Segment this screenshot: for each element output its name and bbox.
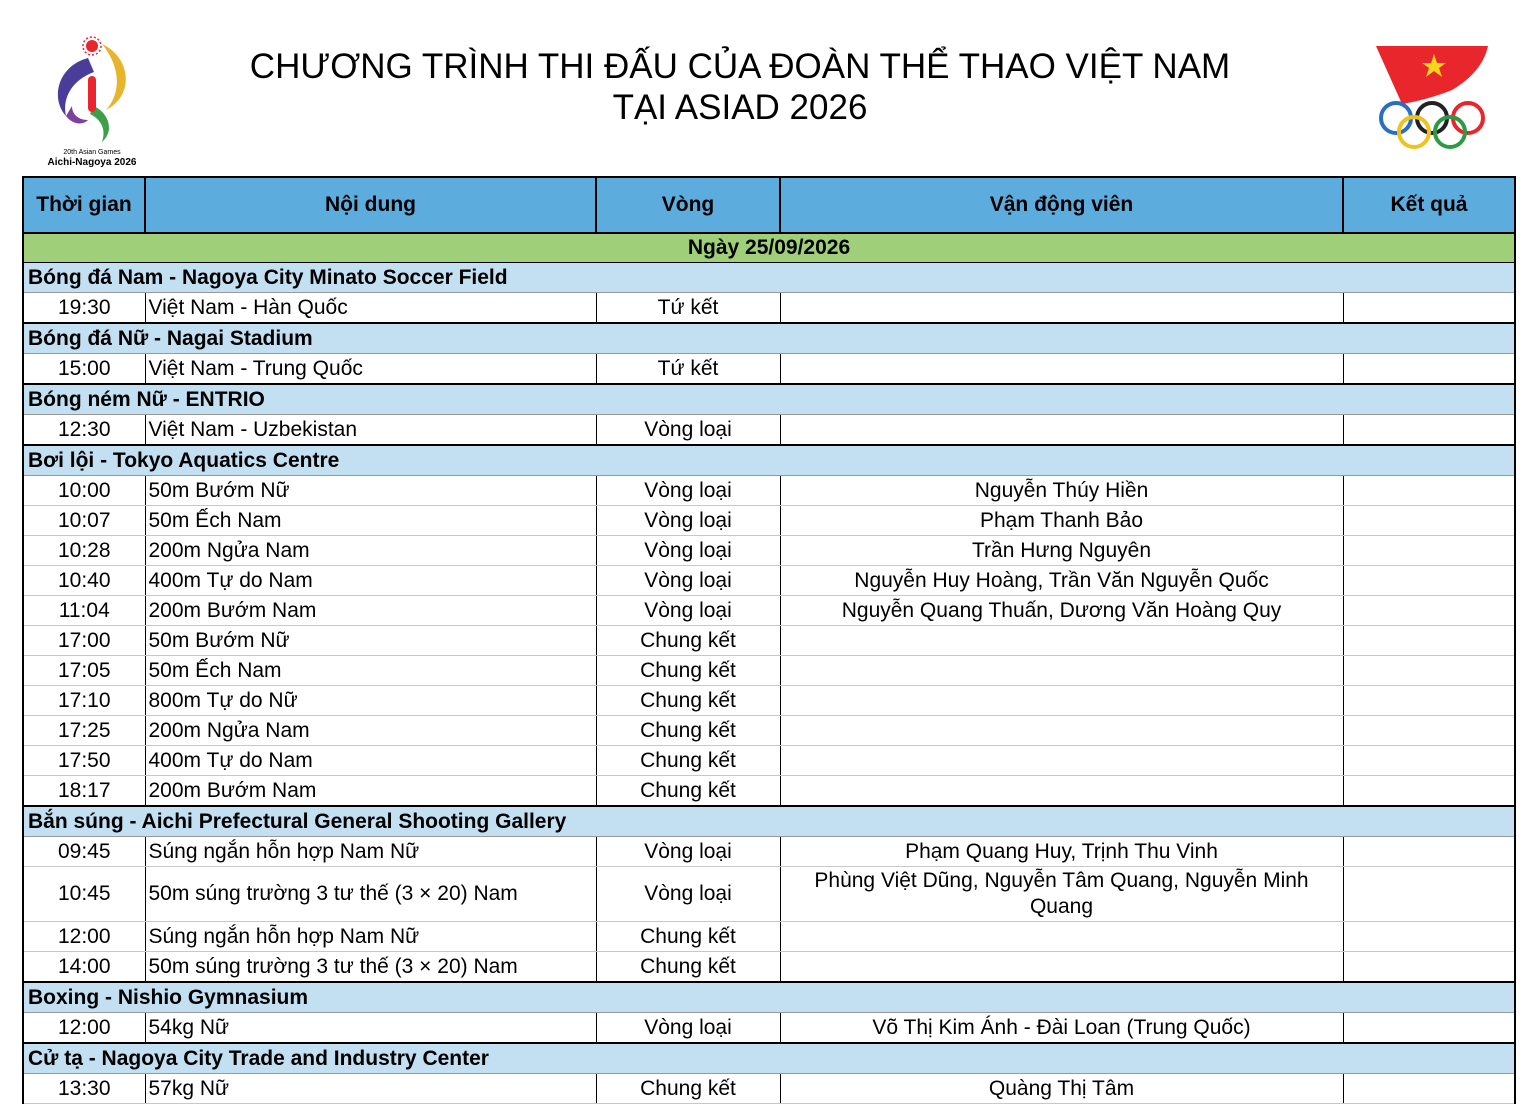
table-row (23, 867, 1515, 922)
section-title: Bóng ném Nữ - ENTRIO (23, 384, 1515, 415)
section-title: Boxing - Nishio Gymnasium (23, 982, 1515, 1013)
event-content: 54kg Nữ (145, 1013, 596, 1044)
logo-caption-line2: Aichi-Nagoya 2026 (47, 157, 137, 168)
event-content: 50m Bướm Nữ (145, 626, 596, 656)
section-title: Bóng đá Nam - Nagoya City Minato Soccer Field (23, 263, 1515, 293)
vietnam-olympic-logo (1372, 44, 1492, 152)
event-result (1343, 1013, 1515, 1044)
event-content: 400m Tự do Nam (145, 746, 596, 776)
section-row (23, 323, 1515, 354)
logo-caption (36, 148, 148, 168)
event-round: Chung kết (596, 1074, 780, 1104)
table-row (23, 626, 1515, 656)
table-row (23, 686, 1515, 716)
section-row (23, 445, 1515, 476)
event-time: 12:30 (23, 415, 145, 446)
page-title (200, 46, 1280, 128)
event-athletes: Phạm Thanh Bảo (780, 506, 1343, 536)
event-round: Chung kết (596, 716, 780, 746)
event-round: Tứ kết (596, 293, 780, 324)
event-result (1343, 867, 1515, 922)
event-round: Chung kết (596, 626, 780, 656)
event-round: Vòng loại (596, 1013, 780, 1044)
table-row (23, 506, 1515, 536)
event-content: 50m Bướm Nữ (145, 476, 596, 506)
event-content: Súng ngắn hỗn hợp Nam Nữ (145, 922, 596, 952)
event-athletes (780, 952, 1343, 983)
section-row (23, 384, 1515, 415)
event-round: Vòng loại (596, 415, 780, 446)
event-result (1343, 626, 1515, 656)
event-athletes: Nguyễn Thúy Hiền (780, 476, 1343, 506)
event-time: 09:45 (23, 837, 145, 867)
event-time: 10:28 (23, 536, 145, 566)
event-content: Súng ngắn hỗn hợp Nam Nữ (145, 837, 596, 867)
event-content: 200m Bướm Nam (145, 776, 596, 807)
event-round: Chung kết (596, 686, 780, 716)
event-content: 200m Ngửa Nam (145, 536, 596, 566)
table-row (23, 293, 1515, 324)
event-round: Chung kết (596, 656, 780, 686)
logo-caption-line1: 20th Asian Games (63, 149, 121, 156)
table-row (23, 476, 1515, 506)
event-result (1343, 1074, 1515, 1104)
event-result (1343, 415, 1515, 446)
section-title: Bắn súng - Aichi Prefectural General Shooting Gallery (23, 806, 1515, 837)
header-athletes: Vận động viên (780, 177, 1343, 233)
event-time: 14:00 (23, 952, 145, 983)
header-round: Vòng (596, 177, 780, 233)
table-header-row (23, 177, 1515, 233)
section-row (23, 982, 1515, 1013)
event-athletes (780, 354, 1343, 385)
event-round: Vòng loại (596, 536, 780, 566)
table-row (23, 354, 1515, 385)
event-athletes: Phùng Việt Dũng, Nguyễn Tâm Quang, Nguyễn Minh Quang (780, 867, 1343, 922)
event-result (1343, 596, 1515, 626)
event-time: 12:00 (23, 1013, 145, 1044)
header-time: Thời gian (23, 177, 145, 233)
event-time: 15:00 (23, 354, 145, 385)
event-athletes (780, 746, 1343, 776)
date-row (23, 233, 1515, 263)
header-content: Nội dung (145, 177, 596, 233)
event-athletes: Nguyễn Huy Hoàng, Trần Văn Nguyễn Quốc (780, 566, 1343, 596)
page-title-line1: CHƯƠNG TRÌNH THI ĐẤU CỦA ĐOÀN THỂ THAO VIỆT NAM (249, 47, 1231, 86)
event-result (1343, 716, 1515, 746)
event-content: 50m Ếch Nam (145, 656, 596, 686)
event-result (1343, 566, 1515, 596)
event-time: 11:04 (23, 596, 145, 626)
event-result (1343, 354, 1515, 385)
event-content: 50m súng trường 3 tư thế (3 × 20) Nam (145, 867, 596, 922)
event-athletes (780, 716, 1343, 746)
table-row (23, 1013, 1515, 1044)
event-round: Tứ kết (596, 354, 780, 385)
event-athletes (780, 686, 1343, 716)
event-result (1343, 776, 1515, 807)
event-time: 17:50 (23, 746, 145, 776)
event-round: Vòng loại (596, 867, 780, 922)
table-row (23, 716, 1515, 746)
event-athletes (780, 922, 1343, 952)
event-round: Vòng loại (596, 837, 780, 867)
event-time: 12:00 (23, 922, 145, 952)
event-athletes (780, 415, 1343, 446)
asian-games-emblem-icon (36, 36, 148, 148)
event-athletes: Phạm Quang Huy, Trịnh Thu Vinh (780, 837, 1343, 867)
event-content: 50m súng trường 3 tư thế (3 × 20) Nam (145, 952, 596, 983)
table-row (23, 837, 1515, 867)
section-title: Bóng đá Nữ - Nagai Stadium (23, 323, 1515, 354)
event-round: Vòng loại (596, 476, 780, 506)
header-result: Kết quả (1343, 177, 1515, 233)
event-content: 57kg Nữ (145, 1074, 596, 1104)
event-athletes: Quàng Thị Tâm (780, 1074, 1343, 1104)
event-time: 18:17 (23, 776, 145, 807)
event-result (1343, 952, 1515, 983)
section-title: Bơi lội - Tokyo Aquatics Centre (23, 445, 1515, 476)
event-athletes (780, 776, 1343, 807)
event-time: 17:05 (23, 656, 145, 686)
event-round: Chung kết (596, 952, 780, 983)
event-round: Chung kết (596, 746, 780, 776)
event-athletes: Trần Hưng Nguyên (780, 536, 1343, 566)
event-time: 10:00 (23, 476, 145, 506)
event-time: 17:10 (23, 686, 145, 716)
date-label: Ngày 25/09/2026 (23, 233, 1515, 263)
table-row (23, 952, 1515, 983)
event-athletes: Võ Thị Kim Ánh - Đài Loan (Trung Quốc) (780, 1013, 1343, 1044)
event-round: Vòng loại (596, 596, 780, 626)
event-content: 400m Tự do Nam (145, 566, 596, 596)
event-time: 10:07 (23, 506, 145, 536)
event-content: Việt Nam - Hàn Quốc (145, 293, 596, 324)
table-row (23, 536, 1515, 566)
event-athletes (780, 293, 1343, 324)
table-row (23, 922, 1515, 952)
table-row (23, 656, 1515, 686)
event-result (1343, 506, 1515, 536)
event-result (1343, 686, 1515, 716)
event-result (1343, 536, 1515, 566)
section-title: Cử tạ - Nagoya City Trade and Industry Center (23, 1043, 1515, 1074)
event-result (1343, 837, 1515, 867)
event-time: 17:00 (23, 626, 145, 656)
event-athletes (780, 656, 1343, 686)
table-row (23, 746, 1515, 776)
event-round: Chung kết (596, 922, 780, 952)
event-content: Việt Nam - Trung Quốc (145, 354, 596, 385)
event-content: 200m Bướm Nam (145, 596, 596, 626)
event-time: 17:25 (23, 716, 145, 746)
event-time: 10:40 (23, 566, 145, 596)
event-content: Việt Nam - Uzbekistan (145, 415, 596, 446)
event-athletes: Nguyễn Quang Thuấn, Dương Văn Hoàng Quy (780, 596, 1343, 626)
section-row (23, 263, 1515, 293)
event-time: 13:30 (23, 1074, 145, 1104)
event-round: Vòng loại (596, 506, 780, 536)
event-content: 200m Ngửa Nam (145, 716, 596, 746)
event-result (1343, 293, 1515, 324)
event-result (1343, 656, 1515, 686)
event-round: Vòng loại (596, 566, 780, 596)
asian-games-logo (36, 36, 148, 168)
event-time: 19:30 (23, 293, 145, 324)
schedule-table (22, 176, 1516, 1104)
table-row (23, 596, 1515, 626)
event-result (1343, 746, 1515, 776)
event-content: 50m Ếch Nam (145, 506, 596, 536)
table-row (23, 566, 1515, 596)
table-row (23, 1074, 1515, 1104)
event-content: 800m Tự do Nữ (145, 686, 596, 716)
table-row (23, 415, 1515, 446)
event-athletes (780, 626, 1343, 656)
section-row (23, 806, 1515, 837)
page-title-line2: TẠI ASIAD 2026 (612, 88, 868, 127)
table-row (23, 776, 1515, 807)
section-row (23, 1043, 1515, 1074)
event-result (1343, 476, 1515, 506)
event-round: Chung kết (596, 776, 780, 807)
event-time: 10:45 (23, 867, 145, 922)
event-result (1343, 922, 1515, 952)
vietnam-flag-olympic-rings-icon (1372, 44, 1492, 152)
